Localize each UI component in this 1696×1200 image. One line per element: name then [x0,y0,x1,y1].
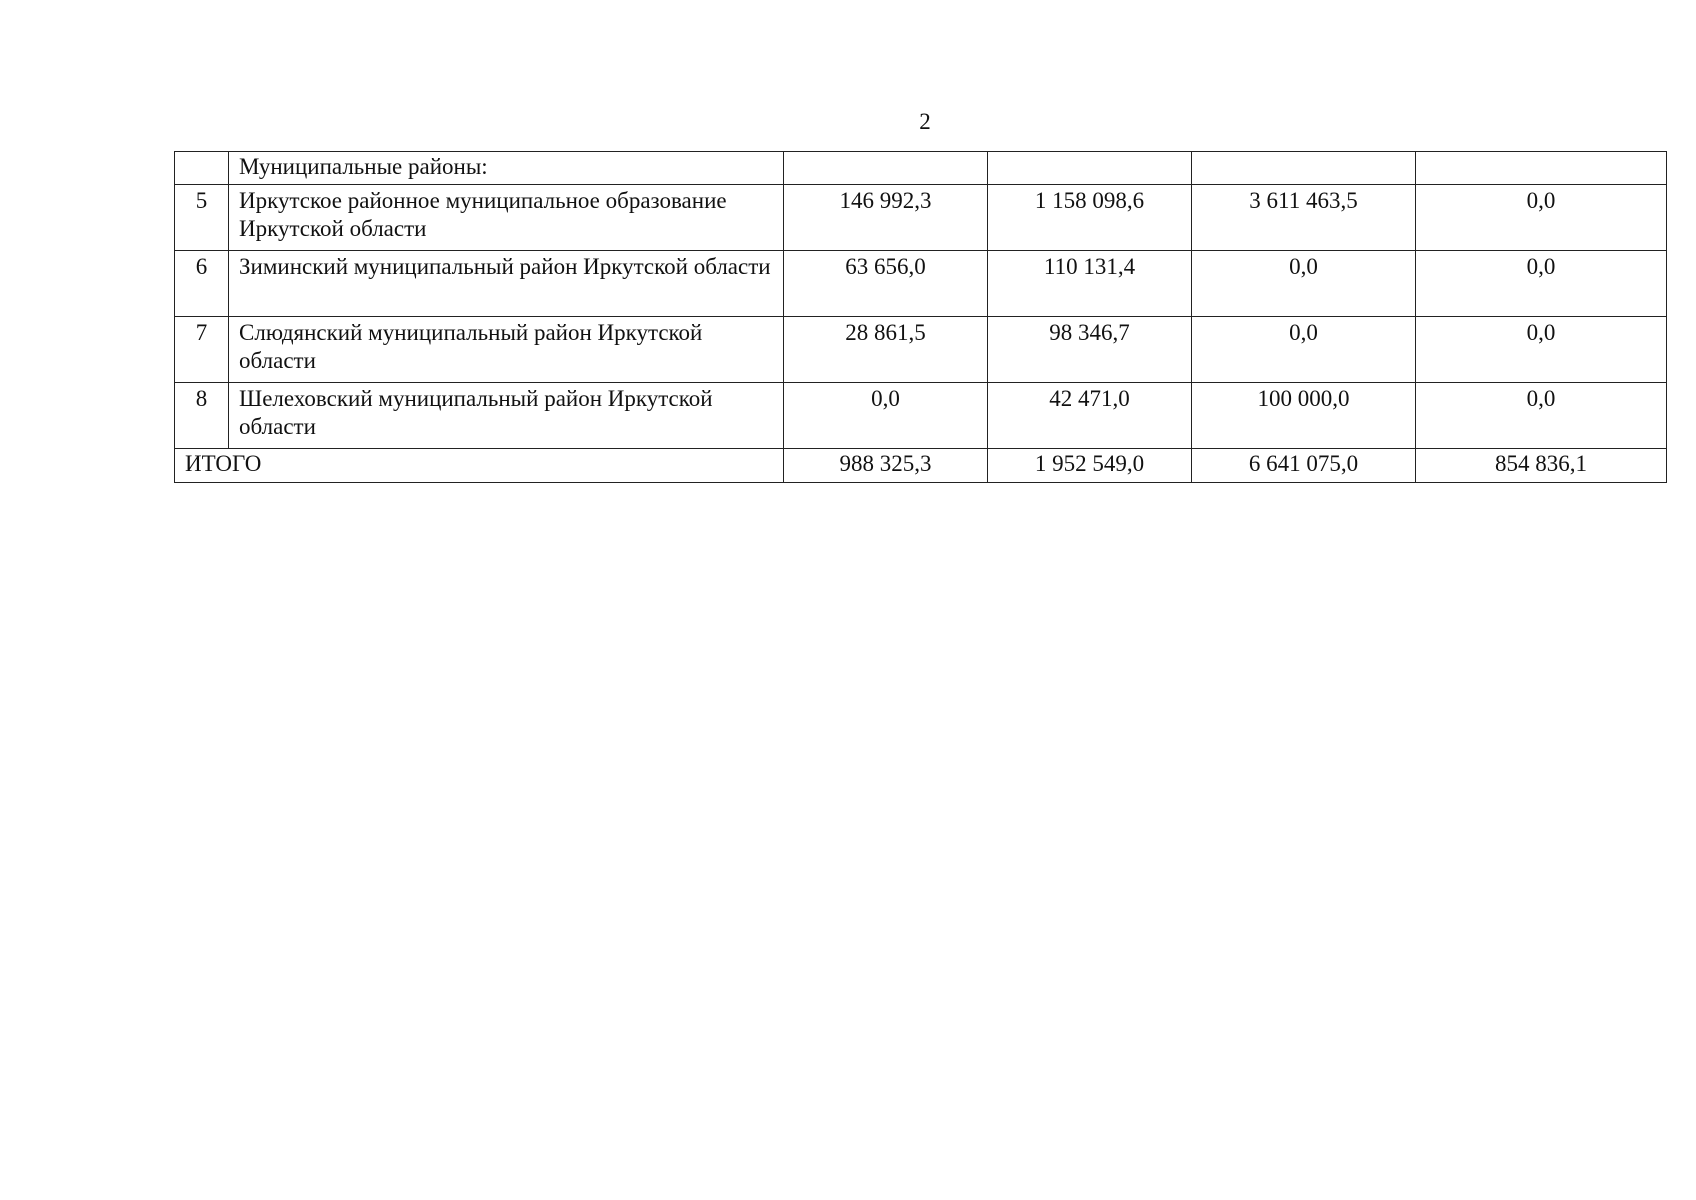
value-cell: 110 131,4 [988,251,1192,317]
section-header-empty-cell [988,152,1192,185]
municipality-name: Слюдянский муниципальный район Иркутской области [229,317,784,383]
municipality-name: Иркутское районное муниципальное образование Иркутской области [229,185,784,251]
value-cell: 3 611 463,5 [1192,185,1416,251]
value-cell: 98 346,7 [988,317,1192,383]
row-number: 7 [175,317,229,383]
total-row [175,449,1667,483]
value-cell: 0,0 [1416,185,1667,251]
value-cell: 0,0 [784,383,988,449]
section-header-row [175,152,1667,185]
value-cell: 100 000,0 [1192,383,1416,449]
value-cell: 1 158 098,6 [988,185,1192,251]
value-cell: 0,0 [1192,251,1416,317]
value-cell: 42 471,0 [988,383,1192,449]
section-header-num-cell [175,152,229,185]
table-row [175,185,1667,251]
value-cell: 63 656,0 [784,251,988,317]
section-header-empty-cell [1416,152,1667,185]
value-cell: 0,0 [1192,317,1416,383]
total-value-cell: 854 836,1 [1416,449,1667,483]
total-value-cell: 1 952 549,0 [988,449,1192,483]
table-row [175,383,1667,449]
section-header-empty-cell [1192,152,1416,185]
total-label: ИТОГО [175,449,784,483]
total-value-cell: 988 325,3 [784,449,988,483]
value-cell: 28 861,5 [784,317,988,383]
row-number: 5 [175,185,229,251]
table-row [175,251,1667,317]
value-cell: 0,0 [1416,317,1667,383]
table-row [175,317,1667,383]
budget-table [174,151,1667,483]
total-value-cell: 6 641 075,0 [1192,449,1416,483]
section-header-label: Муниципальные районы: [229,152,784,185]
row-number: 8 [175,383,229,449]
value-cell: 146 992,3 [784,185,988,251]
municipality-name: Шелеховский муниципальный район Иркутской области [229,383,784,449]
municipality-name: Зиминский муниципальный район Иркутской области [229,251,784,317]
row-number: 6 [175,251,229,317]
value-cell: 0,0 [1416,251,1667,317]
page-number: 2 [919,109,931,134]
section-header-empty-cell [784,152,988,185]
value-cell: 0,0 [1416,383,1667,449]
